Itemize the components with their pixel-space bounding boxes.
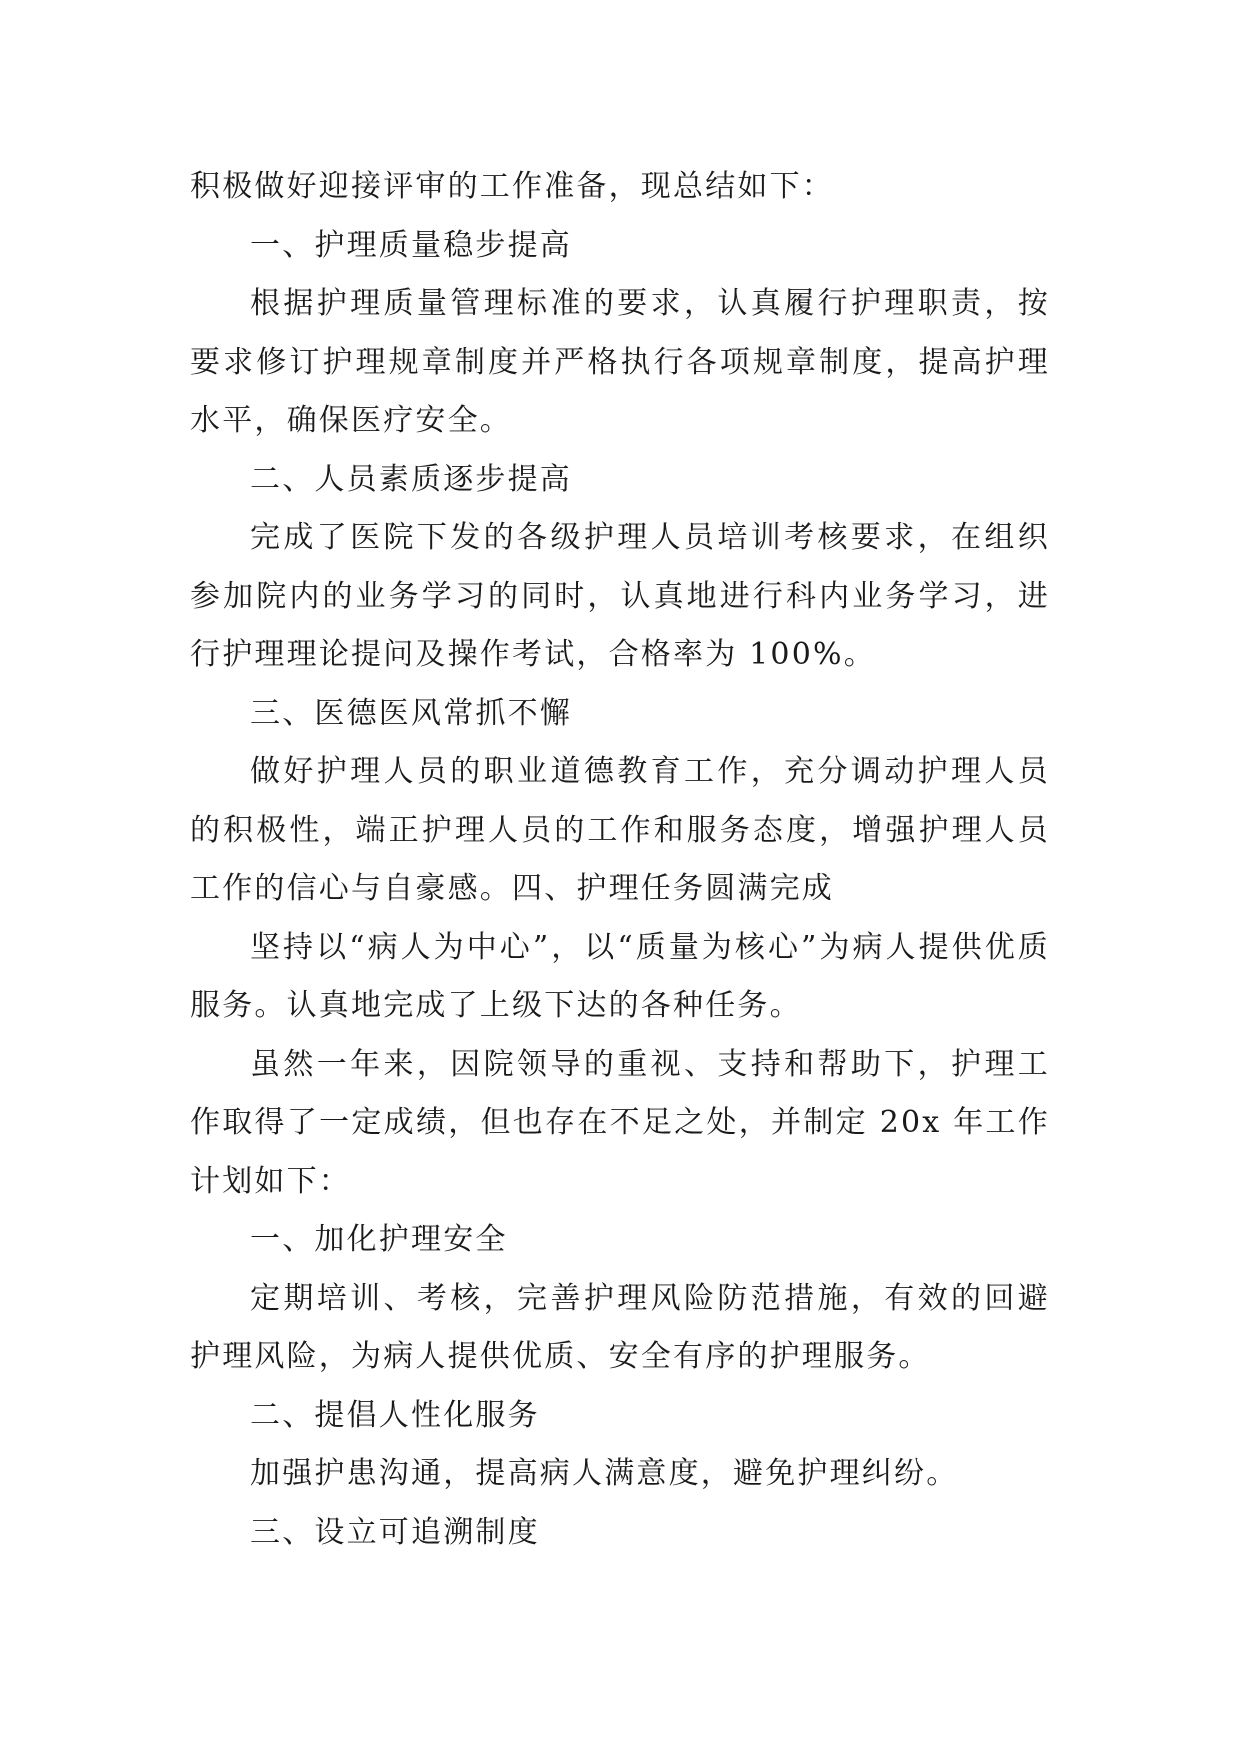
section-heading-ethics: 三、医德医风常抓不懈 bbox=[250, 695, 572, 731]
plan-heading-traceability: 三、设立可追溯制度 bbox=[250, 1514, 540, 1550]
document-body bbox=[190, 158, 1050, 1562]
paragraph-service: 加强护患沟通，提高病人满意度，避免护理纠纷。 bbox=[250, 1456, 959, 1491]
paragraph-staff: 完成了医院下发的各级护理人员培训考核要求，在组织参加院内的业务学习的同时，认真地进行科内业务学习，进行护理理论提问及操作考试，合格率为 100%。 bbox=[190, 520, 1050, 672]
section-heading-staff: 二、人员素质逐步提高 bbox=[250, 461, 572, 497]
paragraph-safety: 定期培训、考核，完善护理风险防范措施，有效的回避护理风险，为病人提供优质、安全有序的护理服务。 bbox=[190, 1280, 1050, 1374]
paragraph-quality: 根据护理质量管理标准的要求，认真履行护理职责，按要求修订护理规章制度并严格执行各项规章制度，提高护理水平，确保医疗安全。 bbox=[190, 286, 1050, 438]
paragraph-tasks: 坚持以“病人为中心”，以“质量为核心”为病人提供优质服务。认真地完成了上级下达的各种任务。 bbox=[190, 929, 1050, 1023]
paragraph-ethics: 做好护理人员的职业道德教育工作，充分调动护理人员的积极性，端正护理人员的工作和服务态度，增强护理人员工作的信心与自豪感。四、护理任务圆满完成 bbox=[190, 754, 1050, 906]
paragraph-plan-intro: 虽然一年来，因院领导的重视、支持和帮助下，护理工作取得了一定成绩，但也存在不足之处，并制定 20x 年工作计划如下： bbox=[190, 1046, 1050, 1199]
section-heading-quality: 一、护理质量稳步提高 bbox=[250, 227, 572, 263]
paragraph-intro: 积极做好迎接评审的工作准备，现总结如下： bbox=[190, 169, 834, 204]
plan-heading-service: 二、提倡人性化服务 bbox=[250, 1397, 540, 1433]
plan-heading-safety: 一、加化护理安全 bbox=[250, 1222, 508, 1257]
